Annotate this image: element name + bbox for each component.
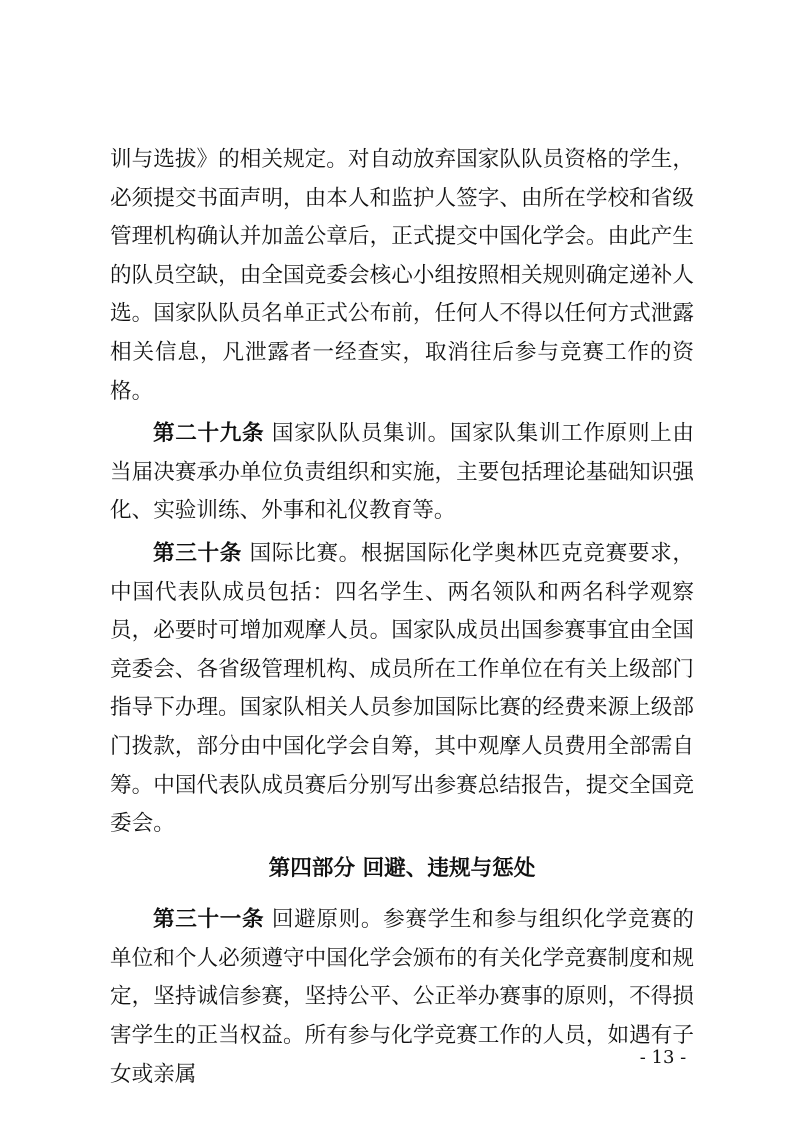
article-30-text: 国际比赛。根据国际化学奥林匹克竞赛要求，中国代表队成员包括：四名学生、两名领队和两名科学观察员，必要时可增加观摩人员。国家队成员出国参赛事宜由全国竞委会、各省级管理机构、成员所在工作单位在有关上级部门指导下办理。国家队相关人员参加国际比赛的经费来源上级部门拨款，部分由中国化学会自筹，其中观摩人员费用全部需自筹。中国代表队成员赛后分别写出参赛总结报告，提交全国竞委会。 [110,540,694,837]
continued-paragraph: 训与选拔》的相关规定。对自动放弃国家队队员资格的学生，必须提交书面声明，由本人和监护人签字、由所在学校和省级管理机构确认并加盖公章后，正式提交中国化学会。由此产生的队员空缺，由全国竞委会核心小组按照相关规则确定递补人选。国家队队员名单正式公布前，任何人不得以任何方式泄露相关信息，凡泄露者一经查实，取消往后参与竞赛工作的资格。 [110,147,694,404]
document-body [110,141,694,1094]
article-29-label: 第二十九条 [153,421,265,447]
article-29 [110,415,694,531]
section-heading: 第四部分 回避、违规与惩处 [268,855,536,881]
article-31-text: 回避原则。参赛学生和参与组织化学竞赛的单位和个人必须遵守中国化学会颁布的有关化学竞赛制度和规定，坚持诚信参赛，坚持公平、公正举办赛事的原则，不得损害学生的正当权益。所有参与化学竞赛工作的人员，如遇有子女或亲属 [110,907,694,1087]
article-31 [110,901,694,1094]
article-29-text: 国家队队员集训。国家队集训工作原则上由当届决赛承办单位负责组织和实施，主要包括理论基础知识强化、实验训练、外事和礼仪教育等。 [110,421,694,524]
page-number: - 13 - [639,1047,687,1068]
article-30 [110,535,694,844]
article-31-label: 第三十一条 [153,907,265,933]
article-30-label: 第三十条 [153,540,243,566]
